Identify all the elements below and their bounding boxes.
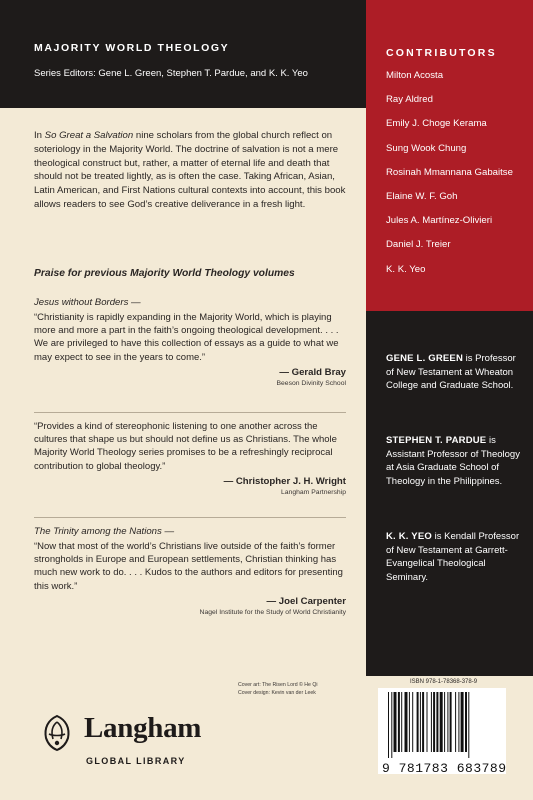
editor-name: K. K. YEO: [386, 531, 432, 542]
contributor: Elaine W. F. Goh: [386, 190, 458, 202]
cover-art-credit: Cover art: The Risen Lord © He Qi: [238, 682, 318, 688]
endorsement-2: [34, 420, 346, 498]
cover-design-credit: Cover design: Kevin van der Leek: [238, 689, 316, 696]
contributor: Emily J. Choge Kerama: [386, 118, 487, 130]
langham-logo-icon: [36, 712, 78, 754]
top-band: [0, 0, 366, 108]
editor-name: GENE L. GREEN: [386, 353, 464, 364]
contributor: Rosinah Mmannana Gabaitse: [386, 166, 513, 178]
divider: [34, 517, 346, 518]
contributor: Jules A. Martínez-Olivieri: [386, 215, 493, 227]
editor-bio-pardue: [386, 434, 520, 488]
endorsement-3: [34, 525, 346, 618]
endorsement-affiliation: Beeson Divinity School: [276, 379, 346, 387]
contributors-list: [386, 69, 513, 287]
barcode-icon: [378, 688, 506, 760]
editor-bio-text: is Professor of New Testament at Wheaton College and Graduate School.: [386, 353, 516, 392]
endorsement-quote: “Provides a kind of stereophonic listening to one another across the cultures that shape us but should not define us as Christians. The whole Majority World Theology series promises to be a refreshingly reciprocal contribution to global theology.”: [34, 421, 337, 472]
editor-bio-green: [386, 352, 520, 393]
editor-name: STEPHEN T. PARDUE: [386, 435, 487, 446]
endorsement-author: — Joel Carpenter: [266, 595, 346, 607]
book-title: So Great a Salvation: [44, 130, 134, 141]
editor-bio-yeo: [386, 530, 520, 584]
endorsement-quote: “Now that most of the world’s Christians live outside of the faith’s former strongholds in Europe and European settlements, Christian thinking has much new work to do. . . . Kudos to the authors and editors for presenting this work.”: [34, 541, 343, 592]
editor-bio-text: is Kendall Professor of New Testament at Garrett-Evangelical Theological Seminary.: [386, 531, 520, 583]
publisher-name: Langham: [84, 712, 202, 744]
endorsement-book: The Trinity among the Nations —: [34, 526, 175, 537]
contributor: Milton Acosta: [386, 70, 444, 81]
contributor: Ray Aldred: [386, 94, 433, 106]
isbn: ISBN 978-1-78368-378-9: [410, 679, 478, 685]
endorsement-affiliation: Nagel Institute for the Study of World Christianity: [199, 608, 346, 616]
contributor: K. K. Yeo: [386, 263, 426, 275]
endorsement-affiliation: Langham Partnership: [281, 488, 346, 496]
series-title: MAJORITY WORLD THEOLOGY: [34, 42, 230, 54]
contributor: Daniel J. Treier: [386, 239, 451, 251]
praise-heading: Praise for previous Majority World Theology volumes: [34, 268, 295, 279]
endorsement-author: — Gerald Bray: [279, 366, 346, 378]
blurb-in: In: [34, 130, 45, 141]
endorsement-1: [34, 296, 346, 389]
editor-bio-text: is Assistant Professor of Theology at Asia Graduate School of Theology in the Philippines.: [386, 435, 520, 487]
publisher-sub: GLOBAL LIBRARY: [86, 756, 186, 766]
contributor: Sung Wook Chung: [386, 142, 467, 154]
series-editors: Series Editors: Gene L. Green, Stephen T. Pardue, and K. K. Yeo: [34, 68, 308, 79]
endorsement-author: — Christopher J. H. Wright: [223, 475, 346, 487]
endorsement-quote: “Christianity is rapidly expanding in the Majority World, which is playing more and more a part in the faith’s ongoing theological development. . . . We are privileged to have this collection of essays as a guide to what we may expect to see in the years to come.”: [34, 312, 339, 363]
divider: [34, 412, 346, 413]
endorsement-book: Jesus without Borders —: [34, 297, 141, 308]
book-blurb: [34, 129, 346, 212]
blurb-text: nine scholars from the global church reflect on soteriology in the Majority World. The doctrine of salvation is not a mere theological construct but, rather, a matter of eternal life and death that should not be treated lightly, as is often the case. Taking African, Asian, Latin American, and First Nations cultural contexts into account, this book allows readers to see God’s creative deliverance in a fresh light.: [34, 130, 346, 210]
barcode-number: 9 781783 683789: [382, 761, 507, 776]
contributors-heading: CONTRIBUTORS: [386, 47, 497, 59]
cover-credits: [238, 682, 346, 697]
